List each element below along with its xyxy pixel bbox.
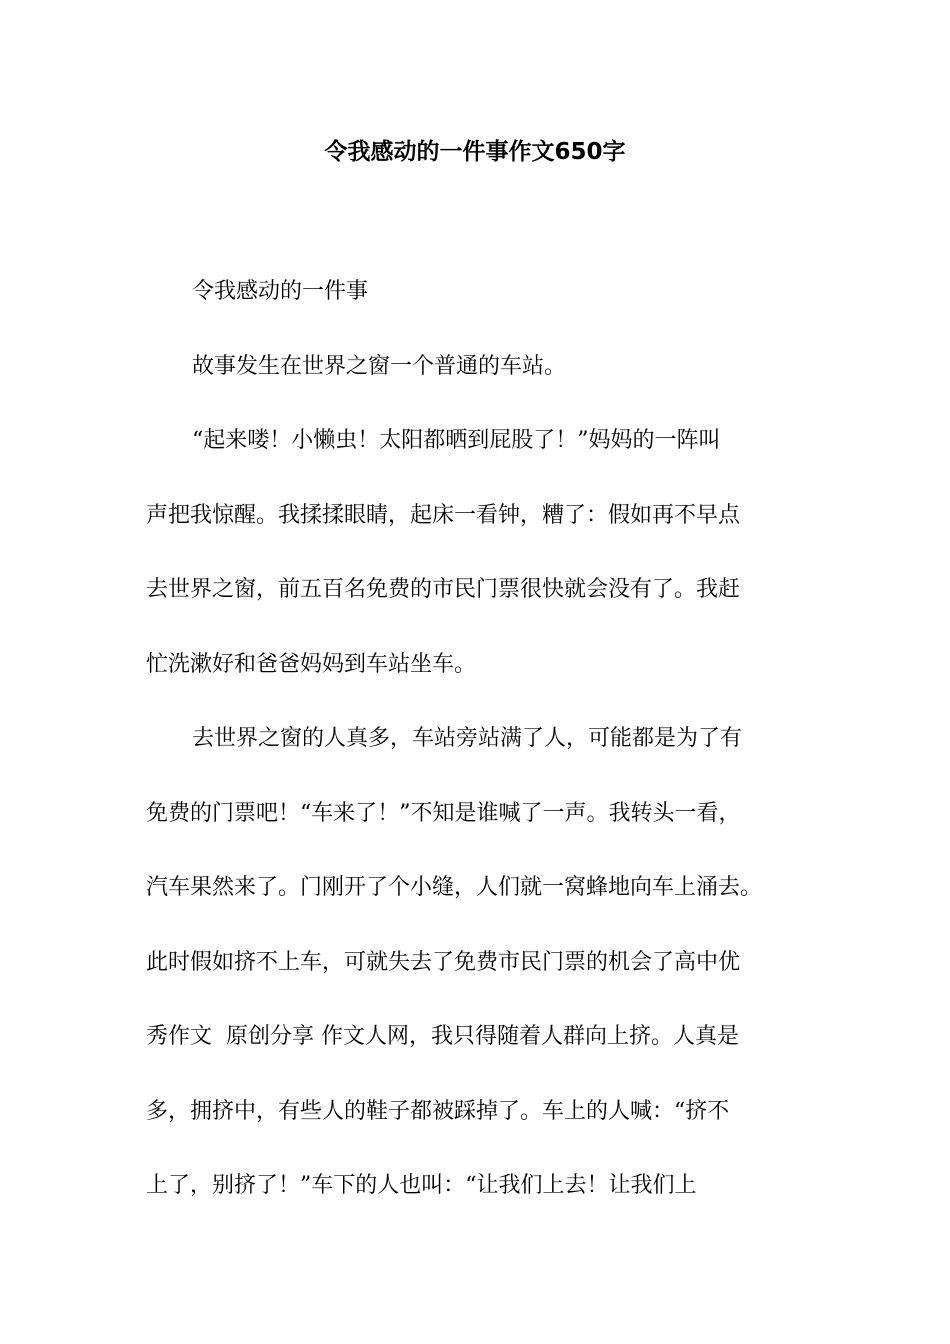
page-title: 令我感动的一件事作文650字 xyxy=(324,139,626,165)
text-line: 多，拥挤中，有些人的鞋子都被踩掉了。车上的人喊：“挤不 xyxy=(146,1098,730,1124)
text-line: 免费的门票吧！“车来了！”不知是谁喊了一声。我转头一看， xyxy=(146,800,741,826)
text-line: 上了，别挤了！”车下的人也叫：“让我们上去！让我们上 xyxy=(146,1173,697,1198)
text-line: “起来喽！小懒虫！太阳都晒到屁股了！”妈妈的一阵叫 xyxy=(192,428,721,453)
text-line: 令我感动的一件事 xyxy=(192,279,369,304)
text-line: 去世界之窗的人真多，车站旁站满了人，可能都是为了有 xyxy=(192,726,743,751)
essay-body xyxy=(146,255,826,1224)
text-line: 忙洗漱好和爸爸妈妈到车站坐车。 xyxy=(146,651,477,677)
text-line: 去世界之窗，前五百名免费的市民门票很快就会没有了。我赶 xyxy=(146,577,741,602)
text-line: 此时假如挤不上车，可就失去了免费市民门票的机会了高中优 xyxy=(146,949,741,975)
text-line: 汽车果然来了。门刚开了个小缝，人们就一窝蜂地向车上涌去。 xyxy=(146,875,763,900)
text-line: 秀作文 原创分享 作文人网，我只得随着人群向上挤。人真是 xyxy=(146,1024,739,1049)
text-line: 故事发生在世界之窗一个普通的车站。 xyxy=(192,353,567,379)
text-line: 声把我惊醒。我揉揉眼睛，起床一看钟，糟了：假如再不早点 xyxy=(146,502,741,528)
